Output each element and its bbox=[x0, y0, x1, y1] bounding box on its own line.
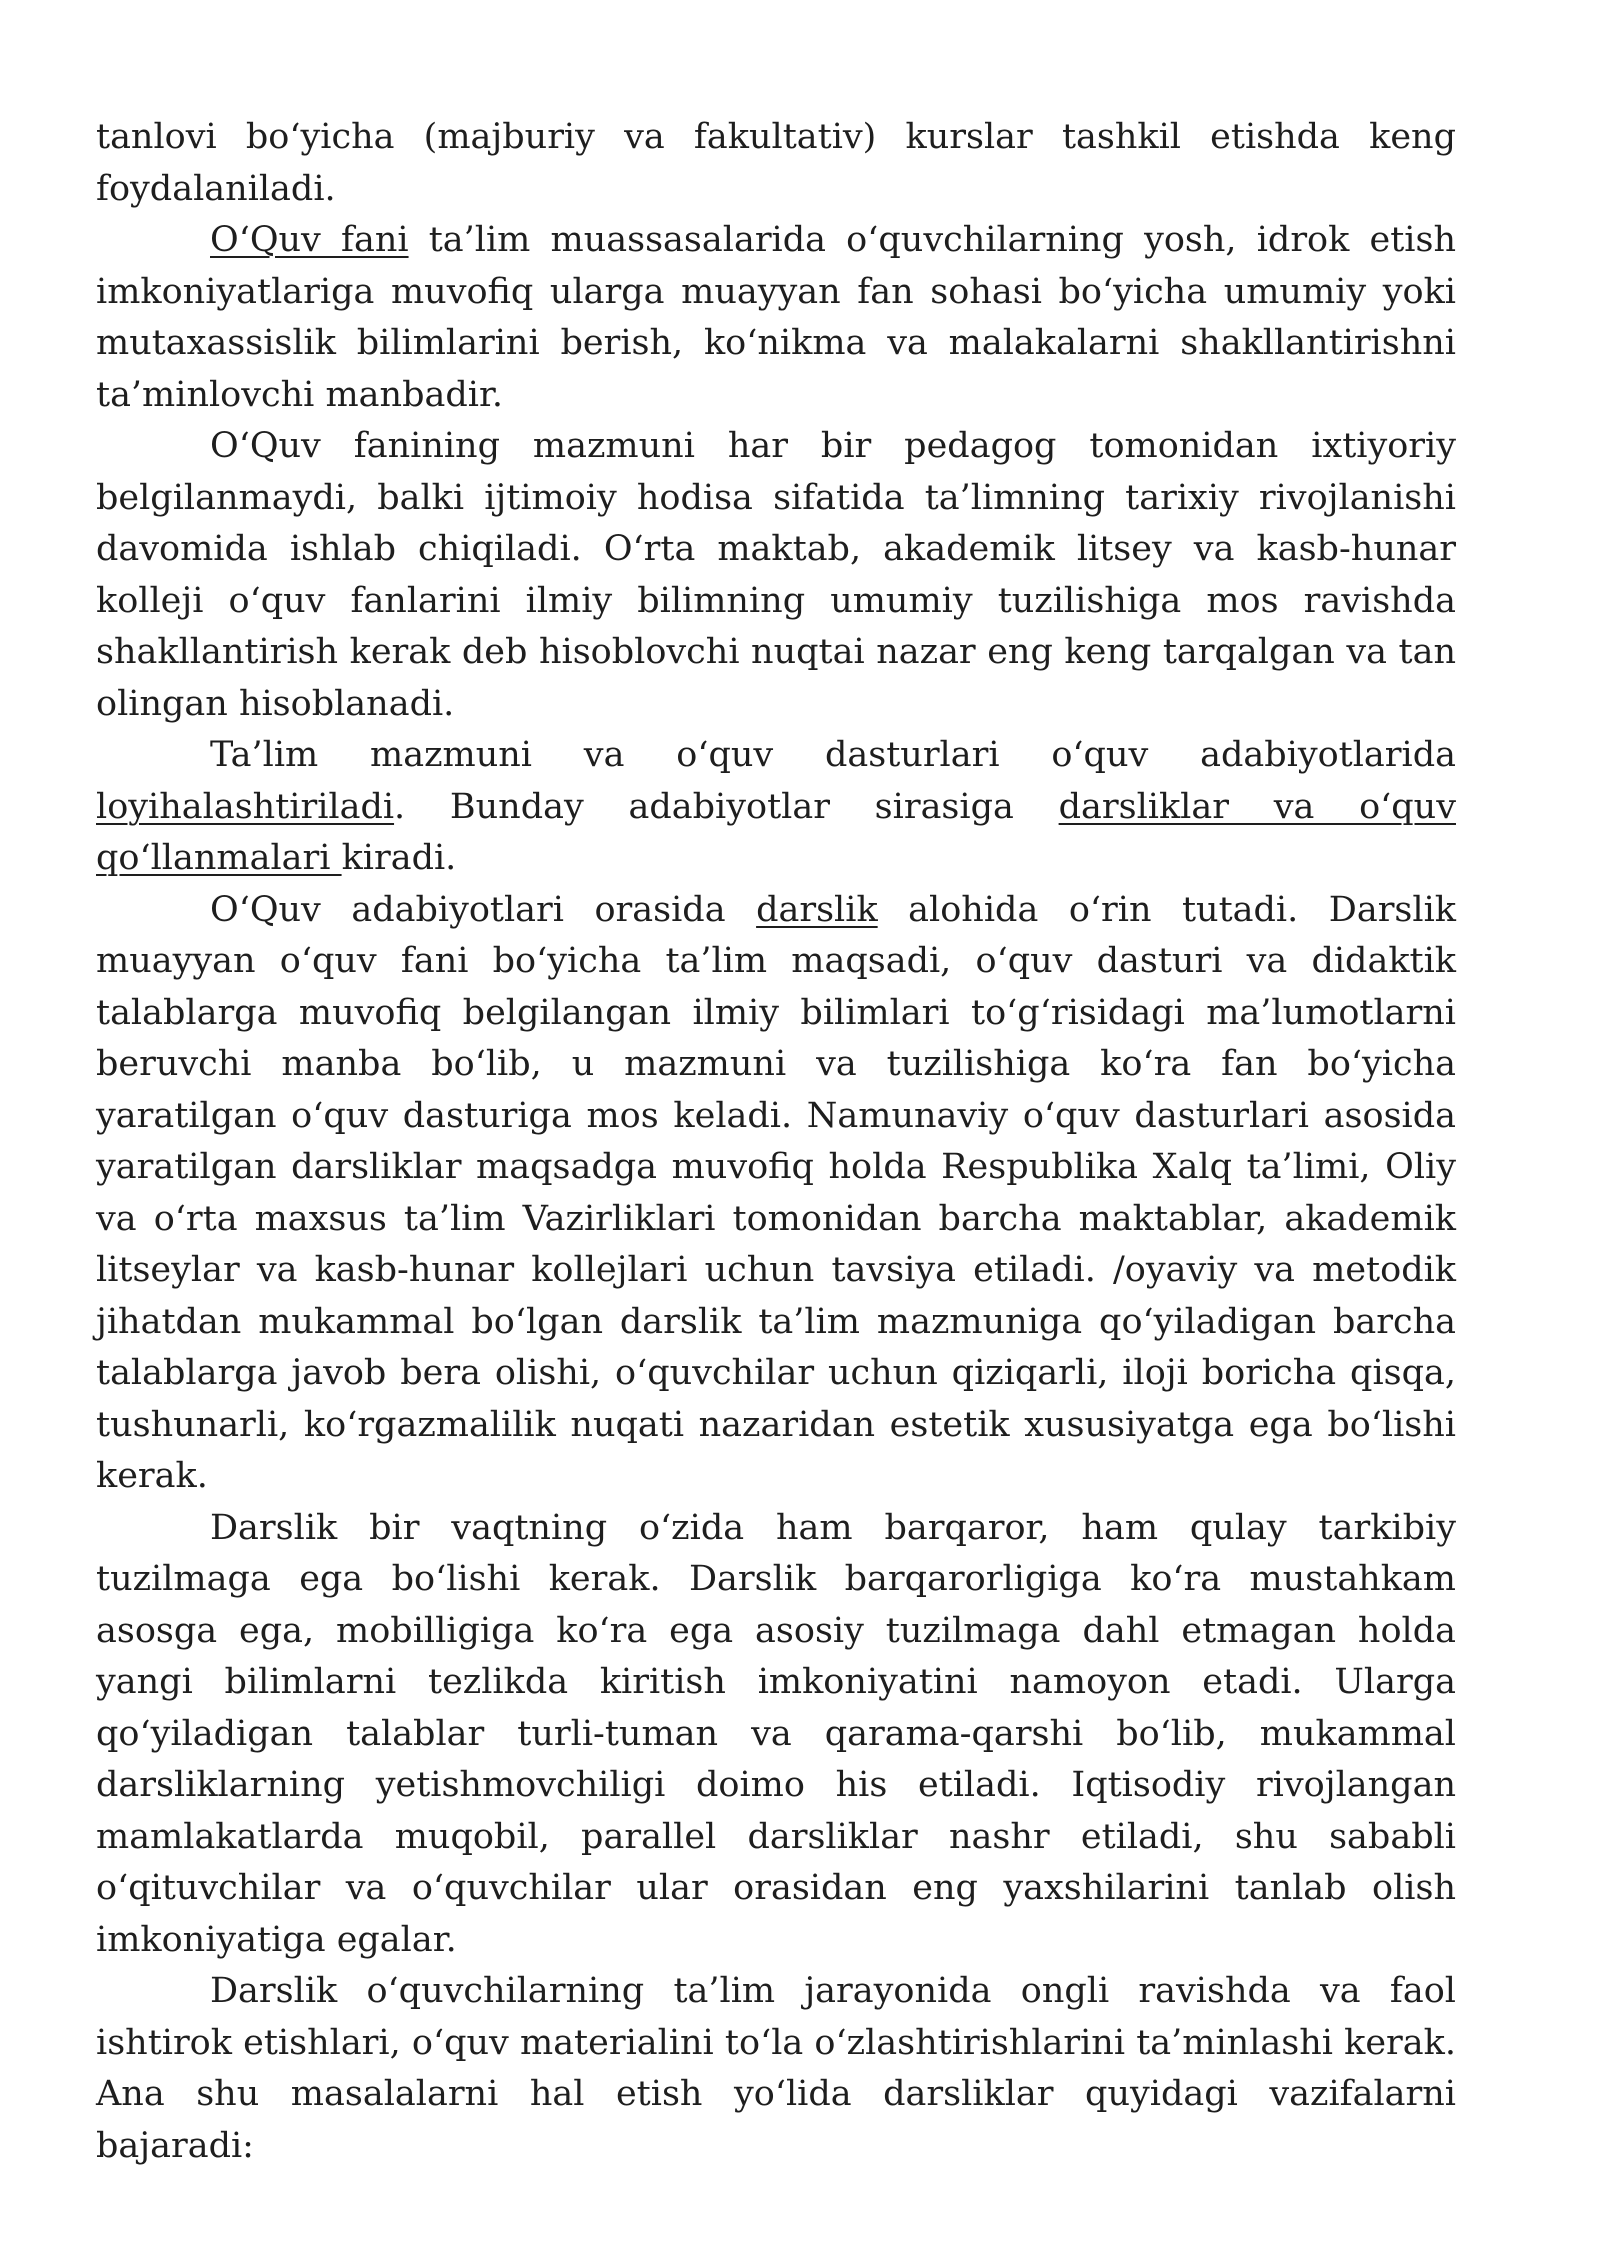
paragraph-barqarorlik bbox=[96, 1503, 1456, 1967]
paragraph-text: Darslik o‘quvchilarning ta’lim jarayonida ongli ravishda va faol ishtirok etishlari, o‘quv materialini to‘la o‘zlashtirishlarini ta’minlashi kerak. Ana shu masalalarni hal etish yo‘lida darsliklar quyidagi vazifalarni bajaradi: bbox=[96, 1971, 1456, 2166]
paragraph-text: Ta’lim mazmuni va o‘quv dasturlari o‘quv adabiyotlarida bbox=[210, 735, 1456, 775]
paragraph-darslik bbox=[96, 885, 1456, 1503]
underlined-term: O‘Quv fani bbox=[210, 220, 409, 260]
paragraph-fan-mazmuni bbox=[96, 421, 1456, 730]
paragraph-continuation bbox=[96, 112, 1456, 215]
paragraph-text: tanlovi bo‘yicha (majburiy va fakultativ) kurslar tashkil etishda keng foydalaniladi. bbox=[96, 117, 1456, 209]
paragraph-oquv-fani bbox=[96, 215, 1456, 421]
document-page bbox=[96, 112, 1456, 2172]
paragraph-text: kiradi. bbox=[341, 838, 457, 878]
underlined-term: loyihalashtiriladi bbox=[96, 786, 395, 827]
paragraph-text: O‘Quv fanining mazmuni har bir pedagog tomonidan ixtiyoriy belgilanmaydi, balki ijtimoiy hodisa sifatida ta’limning tarixiy rivojlanishi davomida ishlab chiqiladi. O‘rta maktab, akademik litsey va kasb-hunar kolleji o‘quv fanlarini ilmiy bilimning umumiy tuzilishiga mos ravishda shakllantirish kerak deb hisoblovchi nuqtai nazar eng keng tarqalgan va tan olingan hisoblanadi. bbox=[96, 426, 1456, 724]
paragraph-text: . Bunday adabiyotlar sirasiga bbox=[394, 786, 1059, 827]
paragraph-vazifalar bbox=[96, 1966, 1456, 2172]
paragraph-text: alohida o‘rin tutadi. Darslik muayyan o‘quv fani bo‘yicha ta’lim maqsadi, o‘quv dasturi va didaktik talablarga muvofiq belgilangan ilmiy bilimlari to‘g‘risidagi ma’lumotlarni beruvchi manba bo‘lib, u mazmuni va tuzilishiga ko‘ra fan bo‘yicha yaratilgan o‘quv dasturiga mos keladi. Namunaviy o‘quv dasturlari asosida yaratilgan darsliklar maqsadga muvofiq holda Respublika Xalq ta’limi, Oliy va o‘rta maxsus ta’lim Vazirliklari tomonidan barcha maktablar, akademik litseylar va kasb-hunar kollejlari uchun tavsiya etiladi. /oyaviy va metodik jihatdan mukammal bo‘lgan darslik ta’lim mazmuniga qo‘yiladigan barcha talablarga javob bera olishi, o‘quvchilar uchun qiziqarli, iloji boricha qisqa, tushunarli, ko‘rgazmalilik nuqati nazaridan estetik xususiyatga ega bo‘lishi kerak. bbox=[96, 889, 1456, 1496]
paragraph-text: Darslik bir vaqtning o‘zida ham barqaror, ham qulay tarkibiy tuzilmaga ega bo‘lishi kerak. Darslik barqarorligiga ko‘ra mustahkam asosga ega, mobilligiga ko‘ra ega asosiy tuzilmaga dahl etmagan holda yangi bilimlarni tezlikda kiritish imkoniyatini namoyon etadi. Ularga qo‘yiladigan talablar turli-tuman va qarama-qarshi bo‘lib, mukammal darsliklarning yetishmovchiligi doimo his etiladi. Iqtisodiy rivojlangan mamlakatlarda muqobil, parallel darsliklar nashr etiladi, shu sababli o‘qituvchilar va o‘quvchilar ular orasidan eng yaxshilarini tanlab olish imkoniyatiga egalar. bbox=[96, 1507, 1456, 1960]
paragraph-text: ta’lim muassasalarida o‘quvchilarning yosh, idrok etish imkoniyatlariga muvofiq ularga muayyan fan sohasi bo‘yicha umumiy yoki mutaxassislik bilimlarini berish, ko‘nikma va malakalarni shakllantirishni ta’minlovchi manbadir. bbox=[96, 220, 1456, 415]
underlined-term: darslik bbox=[756, 889, 878, 930]
paragraph-talim-mazmuni bbox=[96, 730, 1456, 885]
paragraph-text: O‘Quv adabiyotlari orasida bbox=[210, 889, 757, 930]
underlined-term: darsliklar va o‘quv qo‘llanmalari bbox=[96, 786, 1456, 878]
